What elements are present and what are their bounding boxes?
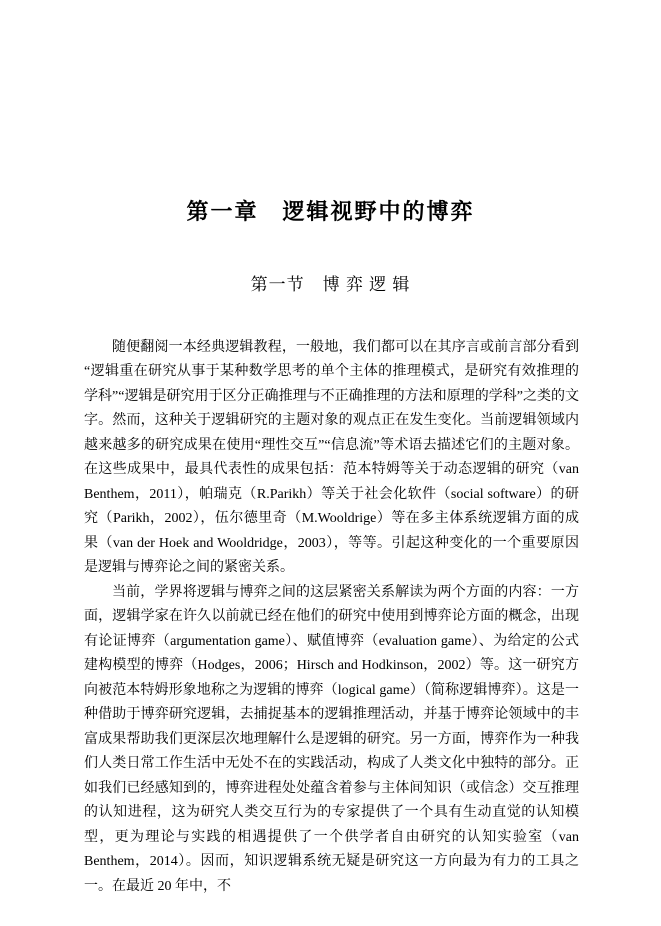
chapter-title: 第一章 逻辑视野中的博弈 <box>186 198 475 224</box>
paragraph-2: 当前，学界将逻辑与博弈之间的这层紧密关系解读为两个方面的内容：一方面，逻辑学家在许久以前就已经在他们的研究中使用到博弈论方面的概念，出现有论证博弈（argumentation game）、赋值博弈（evaluation game）、为给定的公式建构模型的博弈（Hodges，2006；Hirsch and Hodkinson，2002）等。这一研究方向被范本特姆形象地称之为逻辑的博弈（logical game）（简称逻辑博弈）。这是一种借助于博弈研究逻辑，去捕捉基本的逻辑推理活动，并基于博弈论领域中的丰富成果帮助我们更深层次地理解什么是逻辑的研究。另一方面，博弈作为一种我们人类日常工作生活中无处不在的实践活动，构成了人类文化中独特的部分。正如我们已经感知到的，博弈进程处处蕴含着参与主体间知识（或信念）交互推理的认知进程，这为研究人类交互行为的专家提供了一个具有生动直觉的认知模型，更为理论与实践的相遇提供了一个供学者自由研究的认知实验室（van Benthem，2014）。因而，知识逻辑系统无疑是研究这一方向最为有力的工具之一。在最近 20 年中，不 <box>84 584 579 894</box>
section-title: 第一节 博 弈 逻 辑 <box>250 275 411 295</box>
body-text <box>84 336 579 900</box>
paragraph-1: 随便翻阅一本经典逻辑教程，一般地，我们都可以在其序言或前言部分看到“逻辑重在研究从事于某种数学思考的单个主体的推理模式，是研究有效推理的学科”“逻辑是研究用于区分正确推理与不正确推理的方法和原理的学科”之类的文字。然而，这种关于逻辑研究的主题对象的观点正在发生变化。当前逻辑领域内越来越多的研究成果在使用“理性交互”“信息流”等术语去描述它们的主题对象。在这些成果中，最具代表性的成果包括：范本特姆等关于动态逻辑的研究（van Benthem，2011），帕瑞克（R.Parikh）等关于社会化软件（social software）的研究（Parikh，2002），伍尔德里奇（M.Wooldrige）等在多主体系统逻辑方面的成果（van der Hoek and Wooldridge，2003），等等。引起这种变化的一个重要原因是逻辑与博弈论之间的紧密关系。 <box>84 339 579 576</box>
